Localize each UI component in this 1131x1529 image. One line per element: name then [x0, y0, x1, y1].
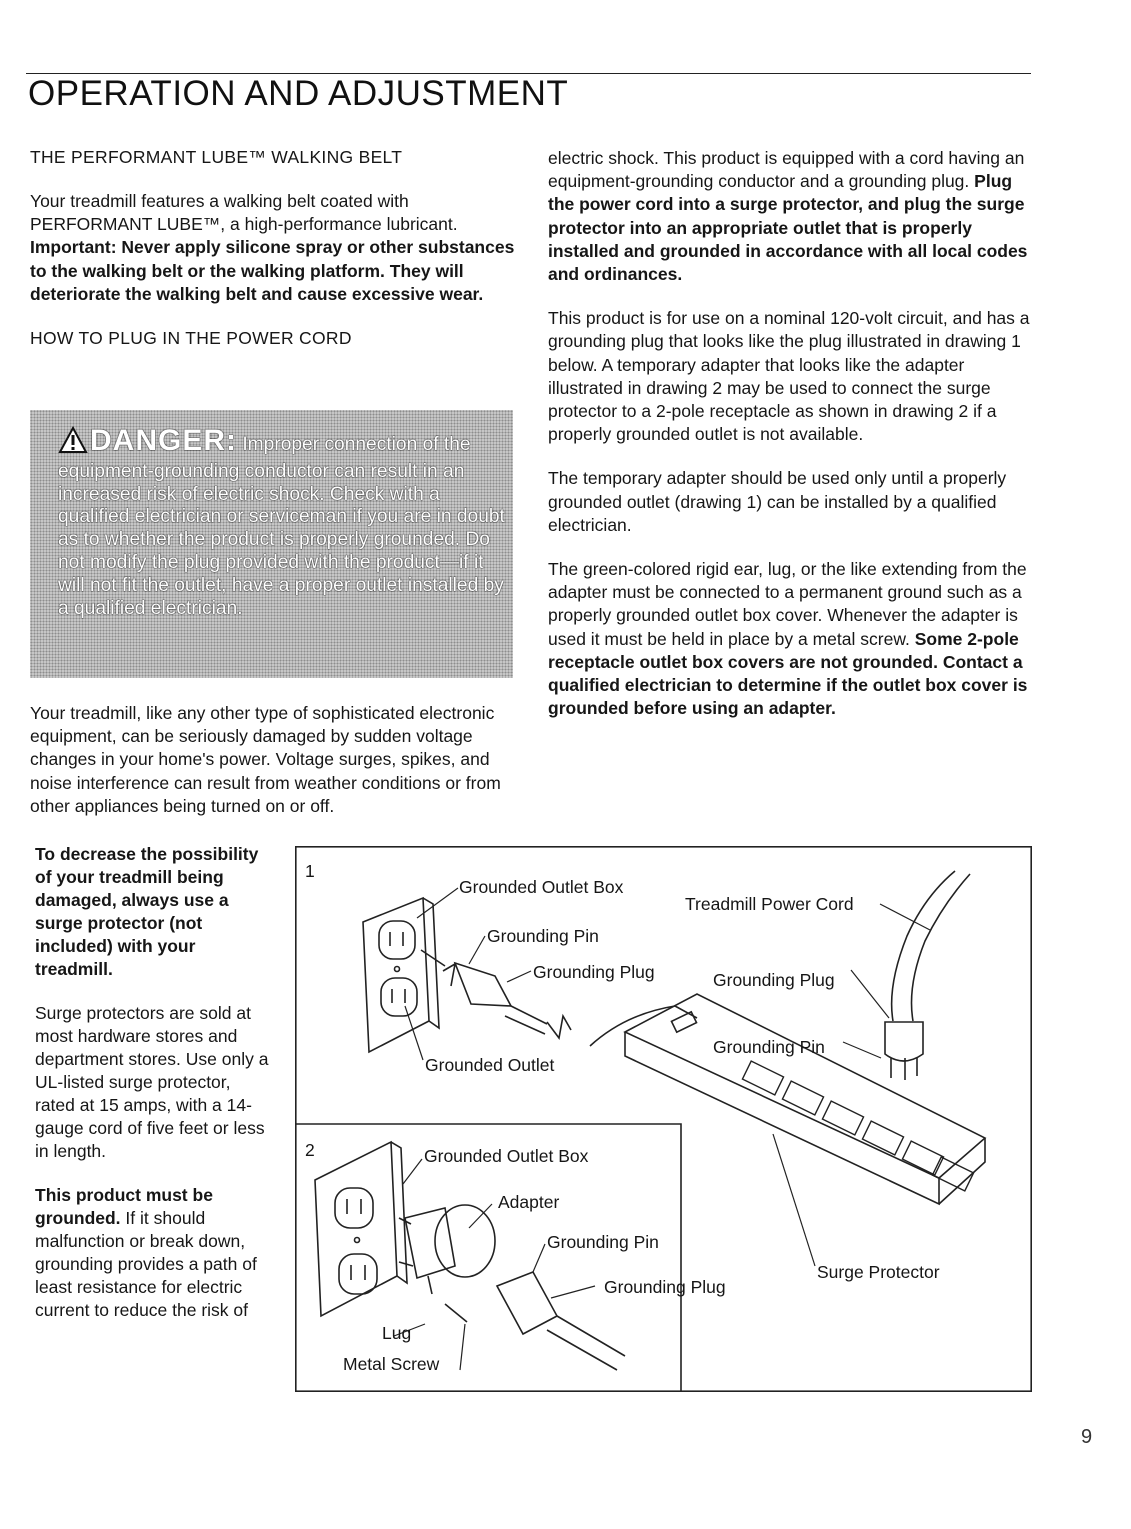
grounding-diagram: [295, 846, 1032, 1392]
label-surge-protector: Surge Protector: [817, 1262, 940, 1282]
label-grounding-pin-1: Grounding Pin: [487, 926, 599, 946]
drawing-1-number: 1: [305, 861, 315, 881]
page-title: OPERATION AND ADJUSTMENT: [28, 74, 569, 113]
left-column: [30, 146, 525, 350]
walking-belt-intro: Your treadmill features a walking belt coated with PERFORMANT LUBE™, a high-performance lubricant.: [30, 191, 458, 235]
grounding-plug-paragraph: [548, 147, 1038, 286]
figure-frame: [296, 847, 1031, 1391]
surge-protector-purchase-info: Surge protectors are sold at most hardware stores and department stores. Use only a UL-listed surge protector, rated at 15 amps, with a 14-gauge cord of five feet or less in length.: [35, 1003, 269, 1161]
label-grounded-outlet-box-1: Grounded Outlet Box: [459, 877, 624, 897]
walking-belt-important: Important: Never apply silicone spray or other substances to the walking belt or the walking platform. They will deteriorate the walking belt and cause excessive wear.: [30, 237, 515, 304]
danger-label: DANGER:: [90, 424, 237, 457]
voltage-surge-paragraph: Your treadmill, like any other type of sophisticated electronic equipment, can be seriously damaged by sudden voltage changes in your home's power. Voltage surges, spikes, and noise interference can result from weather conditions or from other appliances being turned on or off.: [30, 703, 501, 816]
label-treadmill-power-cord: Treadmill Power Cord: [685, 894, 854, 914]
label-grounded-outlet-box-2: Grounded Outlet Box: [424, 1146, 589, 1166]
left-column-lower: [30, 702, 525, 818]
label-metal-screw: Metal Screw: [343, 1354, 440, 1374]
grounding-explanation: If it should malfunction or break down, grounding provides a path of least resistance for electric current to reduce the risk of: [35, 1208, 257, 1320]
grounding-requirement: This product must be grounded.: [35, 1185, 213, 1228]
label-grounding-pin-2: Grounding Pin: [547, 1232, 659, 1252]
adapter-lug-paragraph: [548, 558, 1038, 720]
grounding-plug-intro: electric shock. This product is equipped with a cord having an equipment-grounding conductor and a grounding plug.: [548, 148, 1025, 192]
drawing-2-outlet-box: [315, 1142, 407, 1316]
circuit-paragraph: This product is for use on a nominal 120-volt circuit, and has a grounding plug that looks like the plug illustrated in drawing 1 below. A temporary adapter that looks like the adapter illustrated in drawing 2 may be used to connect the surge protector to a 2-pole receptacle as shown in drawing 2 if a properly grounded outlet is not available.: [548, 308, 1030, 445]
sidebar-column: [35, 843, 275, 1322]
plug-instructions: Plug the power cord into a surge protector, and plug the surge protector into an appropriate outlet that is properly installed and grounded in accordance with all local codes and ordinances.: [548, 171, 1028, 285]
label-lug: Lug: [382, 1323, 412, 1343]
label-grounding-plug-2: Grounding Plug: [604, 1277, 726, 1297]
surge-protector-strip: [625, 994, 985, 1204]
drawing-1-outlet-box: [363, 898, 439, 1052]
danger-body: Improper connection of the equipment-grounding conductor can result in an increased risk of electric shock. Check with a qualified electrician or serviceman if you are in doubt as to whether the product is properly grounded. Do not modify the plug provided with the product—if it will not fit the outlet, have a proper outlet installed by a qualified electrician.: [58, 434, 505, 619]
walking-belt-paragraph: [30, 190, 525, 306]
leader-lines: [394, 888, 930, 1370]
warning-triangle-icon: [58, 426, 88, 461]
section-heading-power-cord: HOW TO PLUG IN THE POWER CORD: [30, 328, 352, 349]
danger-message: [58, 426, 506, 620]
grounding-paragraph: [35, 1184, 275, 1322]
page-number: 9: [1081, 1426, 1093, 1448]
adapter-lug-info: The green-colored rigid ear, lug, or the like extending from the adapter must be connected to a permanent ground such as a properly grounded outlet box cover. Whenever the adapter is used it must be held in place by a metal screw.: [548, 559, 1027, 649]
right-column: [548, 147, 1038, 720]
section-heading-walking-belt: THE PERFORMANT LUBE™ WALKING BELT: [30, 147, 403, 167]
drawing-2-number: 2: [305, 1140, 315, 1160]
outlet-box-warning: Some 2-pole receptacle outlet box covers are not grounded. Contact a qualified electrician to determine if the outlet box cover is grounded before using an adapter.: [548, 628, 1028, 719]
label-grounded-outlet: Grounded Outlet: [425, 1055, 555, 1075]
temporary-adapter-paragraph: The temporary adapter should be used only until a properly grounded outlet (drawing 1) can be installed by a qualified electrician.: [548, 468, 1007, 535]
label-grounding-plug-1: Grounding Plug: [533, 962, 655, 982]
grounding-diagram-svg: [295, 846, 1032, 1392]
label-grounding-plug-cord: Grounding Plug: [713, 970, 835, 990]
surge-protector-recommendation: To decrease the possibility of your treadmill being damaged, always use a surge protector (not included) with your treadmill.: [35, 844, 259, 979]
label-grounding-pin-cord: Grounding Pin: [713, 1037, 825, 1057]
danger-box: [30, 410, 513, 678]
label-adapter: Adapter: [498, 1192, 560, 1212]
